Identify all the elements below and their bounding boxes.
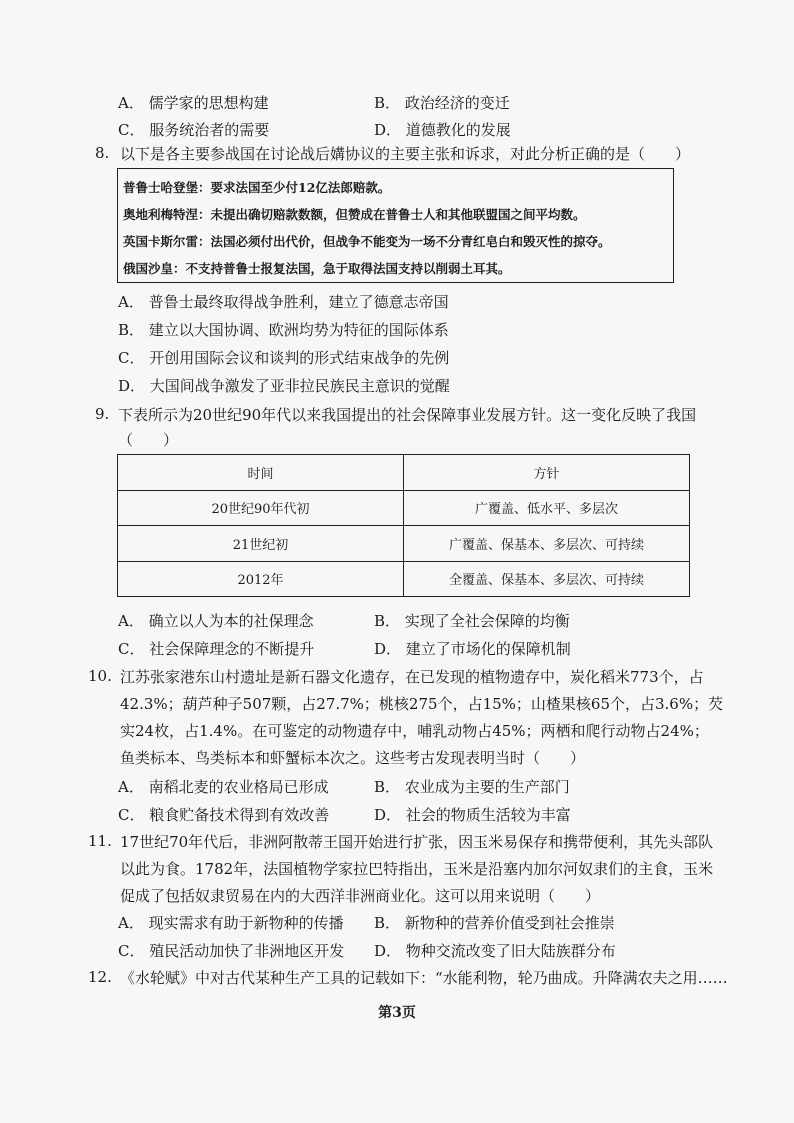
table-header-policy: 方针: [404, 455, 690, 491]
page-number: 第3页: [378, 1005, 416, 1021]
q10-option-c: C． 粮食贮备技术得到有效改善: [118, 806, 330, 824]
q8-source-box: [117, 168, 674, 283]
table-header-time: 时间: [118, 455, 404, 491]
q8-box-line-2: 奥地利梅特涅：未提出确切赔款数额，但赞成在普鲁士人和其他联盟国之间平均数。: [123, 207, 586, 222]
q8-box-line-3: 英国卡斯尔雷：法国必须付出代价，但战争不能变为一场不分青红皂白和毁灭性的掠夺。: [123, 234, 611, 249]
q7-options-row-2: [118, 119, 738, 141]
q8-option-d: D． 大国间战争激发了亚非拉民族民主意识的觉醒: [118, 377, 450, 395]
q11-option-a: A． 现实需求有助于新物种的传播: [118, 914, 344, 932]
q7-option-c: C． 服务统治者的需要: [118, 121, 270, 139]
table-cell-policy: 广覆盖、保基本、多层次、可持续: [404, 526, 690, 562]
q12-number: 12.: [88, 968, 112, 986]
q9-stem-line-2: （ ）: [118, 431, 179, 449]
table-cell-time: 21世纪初: [118, 526, 404, 562]
table-cell-policy: 全覆盖、保基本、多层次、可持续: [404, 561, 690, 597]
q11-option-b: B． 新物种的营养价值受到社会推崇: [374, 914, 615, 932]
table-row: [118, 490, 690, 526]
q11-option-c: C． 殖民活动加快了非洲地区开发: [118, 942, 345, 960]
table-cell-policy: 广覆盖、低水平、多层次: [404, 490, 690, 526]
q10-line-4: 鱼类标本、鸟类标本和虾蟹标本次之。这些考古发现表明当时（ ）: [120, 749, 586, 767]
q7-options-row-1: [118, 92, 738, 114]
q8-stem: 以下是各主要参战国在讨论战后媾协议的主要主张和诉求，对此分析正确的是（ ）: [120, 145, 691, 163]
q11-line-2: 以此为食。1782年，法国植物学家拉巴特指出，玉米是沿塞内加尔河奴隶们的主食，玉米: [120, 860, 714, 878]
q9-option-d: D． 建立了市场化的保障机制: [374, 640, 571, 658]
q10-option-a: A． 南稻北麦的农业格局已形成: [118, 778, 329, 796]
q11-option-d: D． 物种交流改变了旧大陆族群分布: [374, 942, 616, 960]
q8-number: 8.: [95, 144, 110, 162]
q10-line-2: 42.3%；葫芦种子507颗，占27.7%；桃核275个，占15%；山楂果核65个，占3.6%；芡: [120, 695, 724, 713]
q10-number: 10.: [88, 667, 112, 685]
q9-options-row-2: [118, 638, 738, 660]
q11-line-3: 促成了包括奴隶贸易在内的大西洋非洲商业化。这可以用来说明（ ）: [120, 887, 601, 905]
q10-option-b: B． 农业成为主要的生产部门: [374, 778, 570, 796]
table-cell-time: 2012年: [118, 561, 404, 597]
q10-line-3: 实24枚，占1.4%。在可鉴定的动物遗存中，哺乳动物占45%；两栖和爬行动物占24%；: [120, 722, 709, 740]
q10-options-row-1: [118, 776, 738, 798]
table-cell-time: 20世纪90年代初: [118, 490, 404, 526]
q9-number: 9.: [95, 405, 110, 423]
q8-option-a: A． 普鲁士最终取得战争胜利，建立了德意志帝国: [118, 293, 449, 311]
q9-option-a: A． 确立以人为本的社保理念: [118, 612, 314, 630]
q7-option-a: A． 儒学家的思想构建: [118, 94, 269, 112]
q11-options-row-1: [118, 912, 738, 934]
q11-options-row-2: [118, 940, 738, 962]
q9-stem-line-1: 下表所示为20世纪90年代以来我国提出的社会保障事业发展方针。这一变化反映了我国: [118, 406, 697, 424]
table-row: [118, 526, 690, 562]
q9-options-row-1: [118, 610, 738, 632]
q9-option-c: C． 社会保障理念的不断提升: [118, 640, 315, 658]
q10-line-1: 江苏张家港东山村遗址是新石器文化遗存，在已发现的植物遗存中，炭化稻米773个，占: [120, 668, 704, 686]
q11-line-1: 17世纪70年代后，非洲阿散蒂王国开始进行扩张，因玉米易保存和携带便利，其先头部队: [120, 833, 714, 851]
q7-option-b: B． 政治经济的变迁: [374, 94, 510, 112]
q9-policy-table: [117, 454, 690, 597]
table-header-row: [118, 455, 690, 491]
q8-box-line-1: 普鲁士哈登堡：要求法国至少付12亿法郎赔款。: [123, 180, 391, 195]
q9-option-b: B． 实现了全社会保障的均衡: [374, 612, 570, 630]
q7-option-d: D． 道德教化的发展: [374, 121, 511, 139]
table-row: [118, 561, 690, 597]
q10-options-row-2: [118, 804, 738, 826]
q12-line-1: 《水轮赋》中对古代某种生产工具的记载如下：“水能利物，轮乃曲成。升降满农夫之用……: [120, 969, 728, 987]
q8-box-line-4: 俄国沙皇：不支持普鲁士报复法国，急于取得法国支持以削弱土耳其。: [123, 261, 511, 276]
q8-option-c: C． 开创用国际会议和谈判的形式结束战争的先例: [118, 349, 450, 367]
q11-number: 11.: [88, 832, 112, 850]
q10-option-d: D． 社会的物质生活较为丰富: [374, 806, 571, 824]
q8-option-b: B． 建立以大国协调、欧洲均势为特征的国际体系: [118, 321, 449, 339]
